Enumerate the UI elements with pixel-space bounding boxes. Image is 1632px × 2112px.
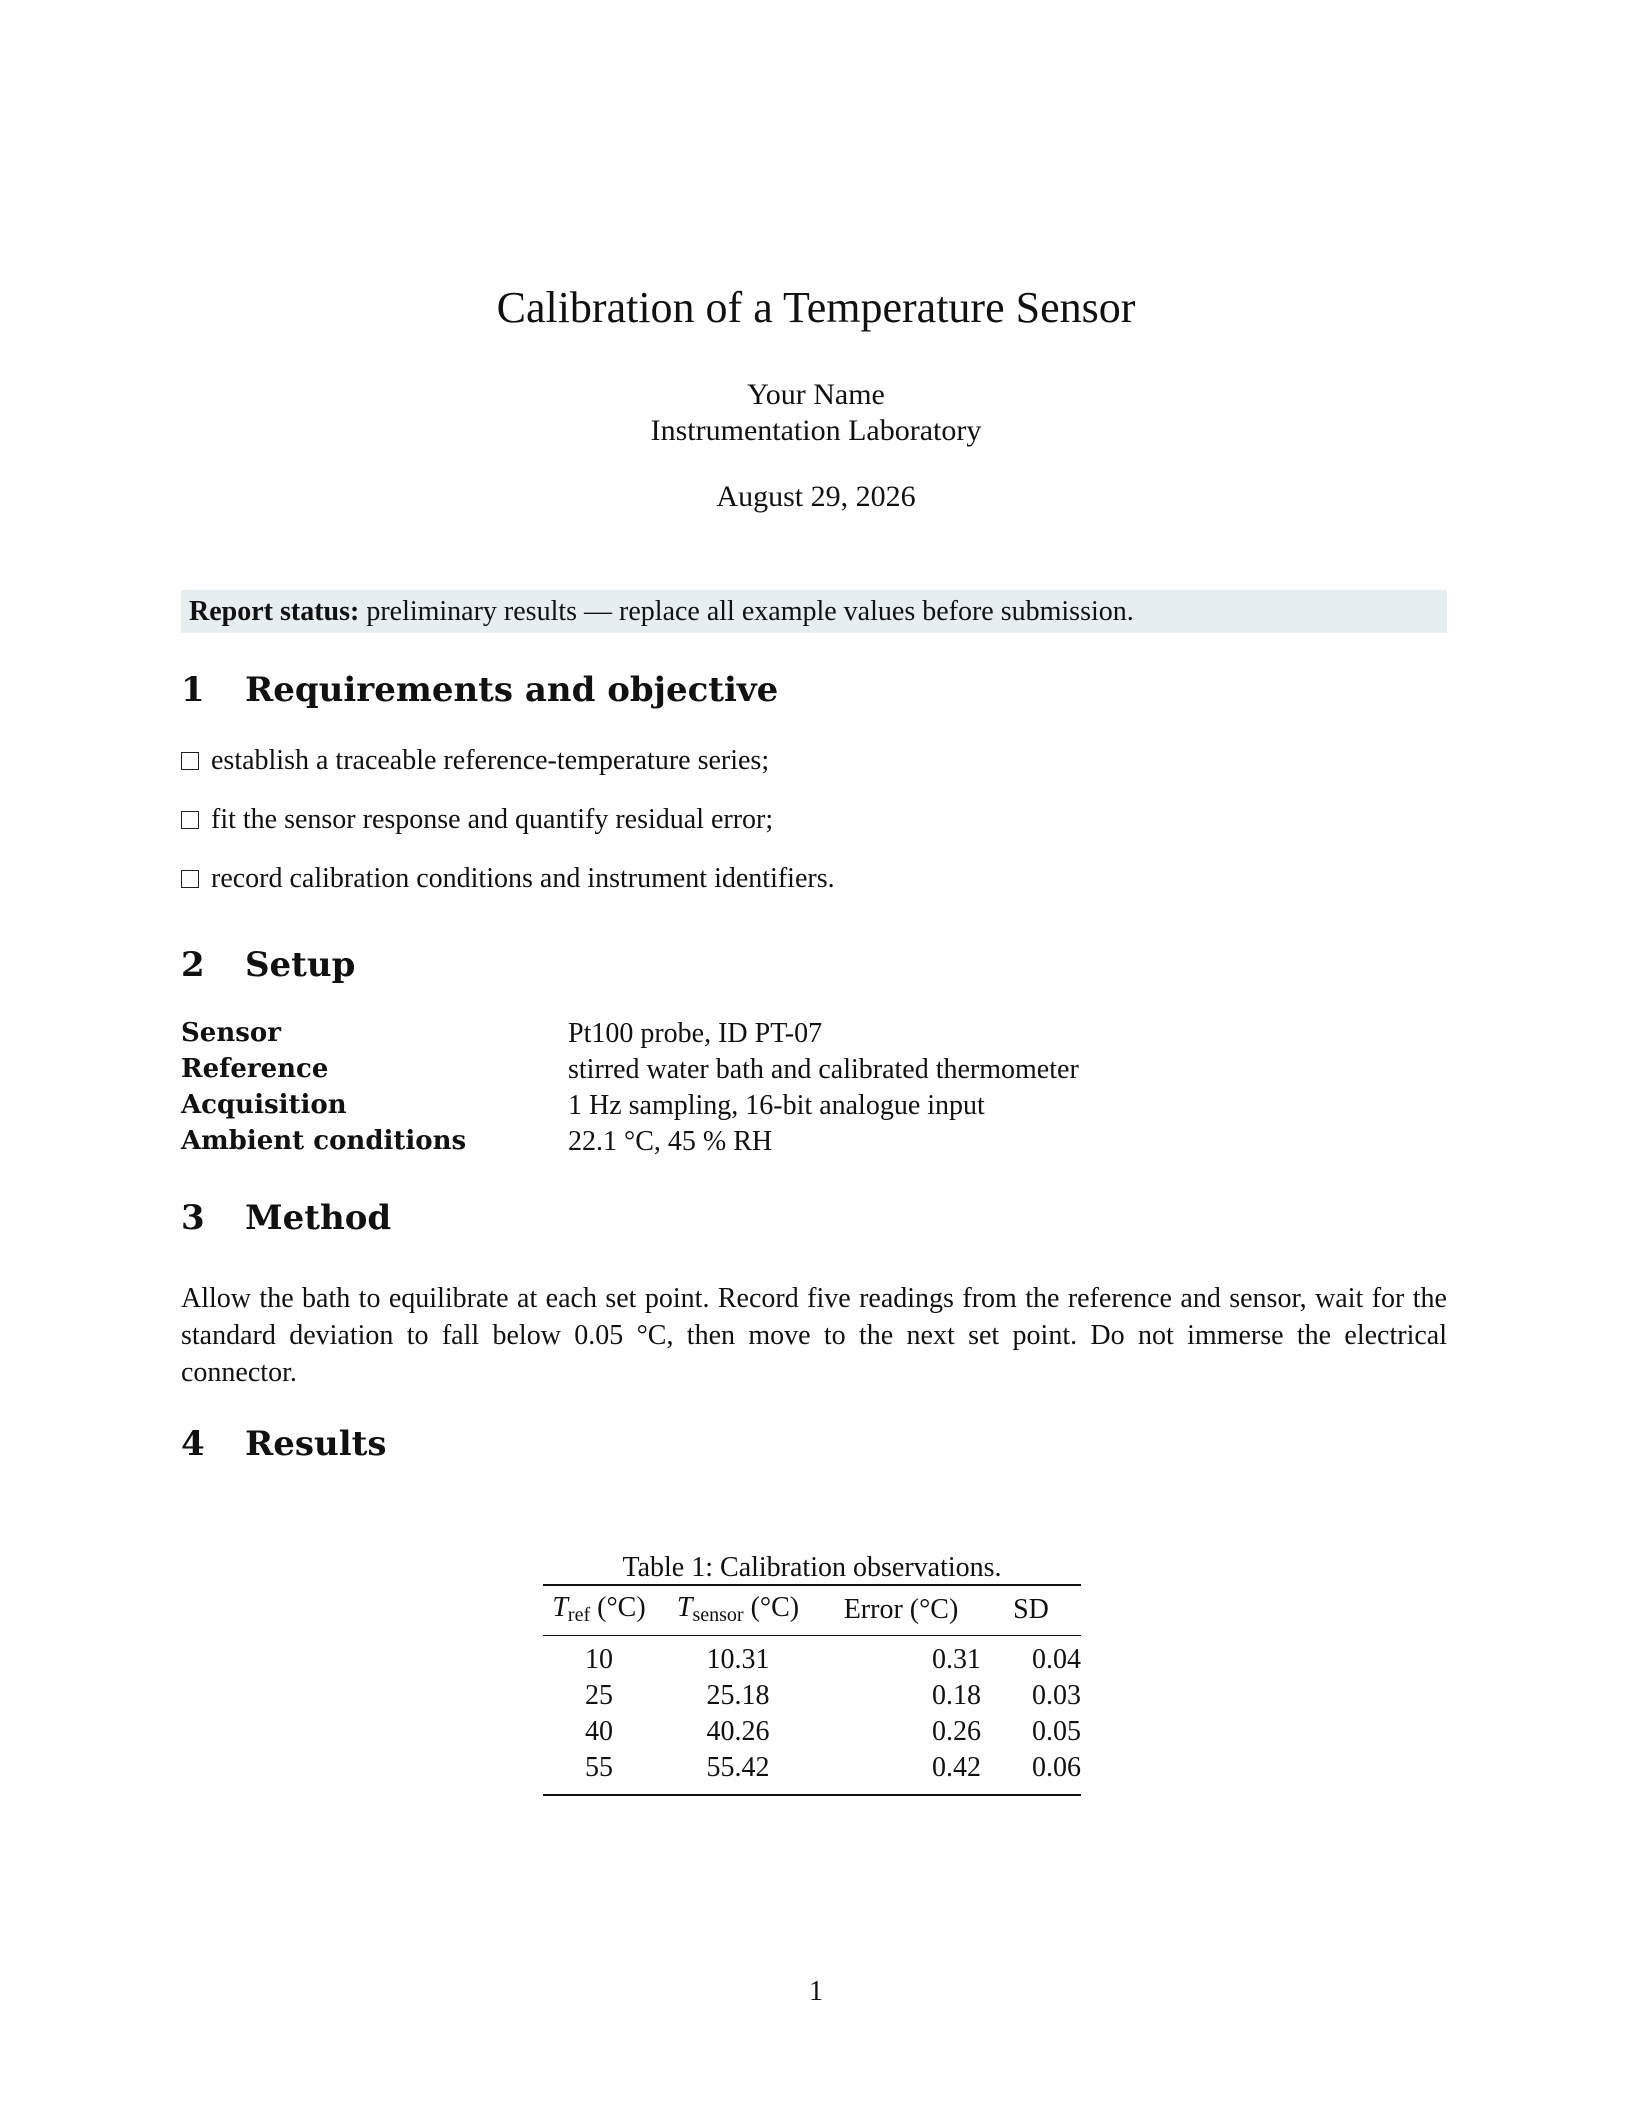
header-error: Error (°C): [843, 1593, 959, 1625]
requirement-item: [181, 863, 835, 895]
section-heading-method: [181, 1198, 391, 1238]
cell-sd: 0.03: [1032, 1680, 1081, 1711]
header-sd: SD: [1013, 1593, 1049, 1625]
header-t-ref: $T_{ref}$ (°C): [552, 1592, 646, 1626]
section-heading-setup: [181, 945, 355, 985]
setup-key: Acquisition: [181, 1090, 347, 1120]
cell-error: 0.42: [932, 1752, 981, 1783]
requirement-text: fit the sensor response and quantify residual error;: [211, 804, 774, 835]
setup-value: 1 Hz sampling, 16-bit analogue input: [568, 1090, 985, 1121]
observations-table-body: [543, 1642, 1081, 1786]
status-text: preliminary results — replace all example values before submission.: [366, 596, 1134, 627]
author-name: Your Name: [747, 378, 885, 411]
report-status-box: [181, 590, 1447, 633]
cell-t-sensor: 10.31: [706, 1644, 770, 1675]
cell-t-sensor: 25.18: [706, 1680, 770, 1711]
table-row: [543, 1714, 1081, 1750]
section-number: 2: [181, 945, 205, 985]
table-caption: Table 1: Calibration observations.: [622, 1552, 1002, 1583]
checkbox-icon: [181, 811, 199, 829]
document-date: August 29, 2026: [716, 480, 916, 513]
section-title: Method: [245, 1198, 392, 1238]
setup-value: stirred water bath and calibrated thermometer: [568, 1054, 1079, 1085]
checkbox-icon: [181, 870, 199, 888]
page-number: 1: [809, 1976, 823, 2007]
setup-key: Ambient conditions: [181, 1126, 467, 1156]
requirement-text: record calibration conditions and instrument identifiers.: [211, 863, 835, 894]
cell-t-sensor: 55.42: [706, 1752, 770, 1783]
cell-t-ref: 40: [585, 1716, 613, 1747]
cell-t-ref: 55: [585, 1752, 613, 1783]
section-number: 1: [181, 670, 205, 710]
section-number: 3: [181, 1198, 205, 1238]
setup-value: Pt100 probe, ID PT-07: [568, 1018, 823, 1049]
section-title: Requirements and objective: [245, 670, 779, 710]
cell-t-sensor: 40.26: [706, 1716, 770, 1747]
requirement-item: [181, 804, 773, 836]
cell-error: 0.18: [932, 1680, 981, 1711]
table-row: [543, 1678, 1081, 1714]
section-number: 4: [181, 1424, 205, 1464]
observations-table: [543, 1586, 1081, 1635]
requirement-item: [181, 745, 769, 777]
section-heading-requirements: [181, 670, 778, 710]
header-t-sensor: $T_{sensor}$ (°C): [676, 1592, 800, 1626]
cell-t-ref: 10: [585, 1644, 613, 1675]
cell-error: 0.26: [932, 1716, 981, 1747]
affiliation: Instrumentation Laboratory: [650, 414, 982, 447]
setup-key: Sensor: [181, 1018, 281, 1048]
status-label: Report status:: [189, 596, 360, 627]
cell-sd: 0.04: [1032, 1644, 1081, 1675]
document-title: Calibration of a Temperature Sensor: [496, 283, 1136, 332]
table-header-row: [543, 1586, 1081, 1635]
method-paragraph: Allow the bath to equilibrate at each set point. Record five readings from the reference and sensor, wait for the standard deviation to fall below 0.05 °C, then move to the next set point. Do not immerse the electrical connector.: [181, 1283, 1447, 1388]
table-bottom-rule: [543, 1794, 1081, 1796]
table-row: [543, 1750, 1081, 1786]
cell-sd: 0.05: [1032, 1716, 1081, 1747]
cell-sd: 0.06: [1032, 1752, 1081, 1783]
table-mid-rule: [543, 1635, 1081, 1636]
checkbox-icon: [181, 752, 199, 770]
cell-error: 0.31: [932, 1644, 981, 1675]
section-heading-results: [181, 1424, 387, 1464]
requirement-text: establish a traceable reference-temperature series;: [211, 745, 770, 776]
section-title: Results: [245, 1424, 387, 1464]
calibration-table: [543, 1552, 1081, 1796]
section-title: Setup: [245, 945, 356, 985]
cell-t-ref: 25: [585, 1680, 613, 1711]
setup-value: 22.1 °C, 45 % RH: [568, 1126, 773, 1157]
table-row: [543, 1642, 1081, 1678]
setup-key: Reference: [181, 1054, 329, 1084]
